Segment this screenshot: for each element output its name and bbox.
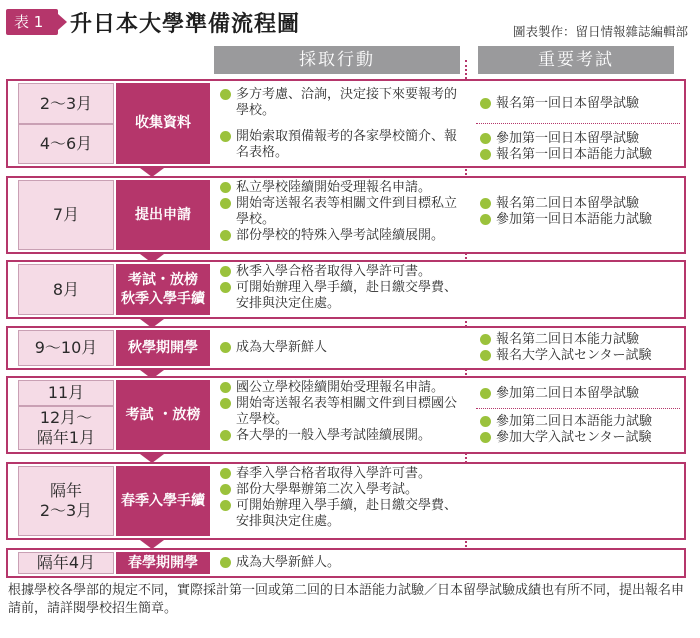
stage-label: 春學期開學	[116, 552, 210, 574]
bullet-icon	[480, 98, 491, 109]
timeline-row-spring-admission	[6, 462, 686, 540]
list-item: 可開始辦理入學手續，赴日繳交學費、安排與決定住處。	[218, 498, 468, 530]
bullet-icon	[480, 416, 491, 427]
action-list	[218, 555, 468, 571]
list-item: 報名第二回日本留學試驗	[478, 196, 688, 212]
bullet-icon	[220, 484, 231, 495]
stage-label: 提出申請	[116, 180, 210, 250]
action-list	[218, 180, 468, 244]
bullet-icon	[220, 182, 231, 193]
credit-line: 圖表製作：留日情報雜誌編輯部	[512, 24, 688, 39]
bullet-icon	[220, 230, 231, 241]
bullet-icon	[220, 89, 231, 100]
timeline-row-apply	[6, 176, 686, 254]
period-cell: 4〜6月	[18, 124, 114, 164]
bullet-icon	[480, 432, 491, 443]
list-item: 報名第一回日本語能力試驗	[478, 147, 688, 163]
footnote: 根據學校各學部的規定不同，實際採計第一回或第二回的日本語能力試驗／日本留學試驗成績也有所不同，提出報名申請前，請詳閱學校招生簡章。	[8, 583, 685, 616]
list-item: 多方考慮、洽詢，決定接下來要報考的學校。	[218, 87, 468, 119]
list-item: 開始寄送報名表等相關文件到目標國公立學校。	[218, 396, 468, 428]
period-cell: 隔年4月	[18, 552, 114, 574]
divider	[476, 123, 680, 124]
bullet-icon	[220, 266, 231, 277]
action-list	[218, 87, 468, 119]
list-item: 報名第一回日本留學試驗	[478, 96, 688, 112]
bullet-icon	[220, 557, 231, 568]
list-item: 參加第一回日本留學試驗	[478, 131, 688, 147]
period-cell: 8月	[18, 264, 114, 315]
exam-list	[478, 414, 688, 446]
list-item: 成為大學新鮮人。	[218, 555, 468, 571]
bullet-icon	[220, 430, 231, 441]
list-item: 參加大学入試センター試験	[478, 430, 688, 446]
bullet-icon	[480, 198, 491, 209]
list-item: 參加第二回日本語能力試驗	[478, 414, 688, 430]
period-cell: 9〜10月	[18, 330, 114, 366]
list-item: 部份學校的特殊入學考試陸續展開。	[218, 228, 468, 244]
list-item: 成為大學新鮮人	[218, 340, 468, 356]
stage-label: 考試・放榜 秋季入學手續	[116, 264, 210, 315]
list-item: 參加第一回日本語能力試驗	[478, 212, 688, 228]
bullet-icon	[480, 388, 491, 399]
list-item: 部份大學舉辦第二次入學考試。	[218, 482, 468, 498]
bullet-icon	[480, 350, 491, 361]
bullet-icon	[220, 500, 231, 511]
list-item: 秋季入學合格者取得入學許可書。	[218, 264, 468, 280]
list-item: 可開始辦理入學手續，赴日繳交學費、安排與決定住處。	[218, 280, 468, 312]
period-cell: 2〜3月	[18, 83, 114, 124]
bullet-icon	[220, 342, 231, 353]
exam-list	[478, 96, 688, 112]
stage-label: 春季入學手續	[116, 466, 210, 536]
divider	[476, 408, 680, 409]
period-cell: 7月	[18, 180, 114, 250]
list-item: 開始寄送報名表等相關文件到目標私立學校。	[218, 196, 468, 228]
action-list	[218, 466, 468, 530]
period-cell: 11月	[18, 380, 114, 406]
list-item: 私立學校陸續開始受理報名申請。	[218, 180, 468, 196]
period-cell: 12月〜 隔年1月	[18, 406, 114, 450]
list-item: 國公立學校陸續開始受理報名申請。	[218, 380, 468, 396]
stage-label: 考試 ・放榜	[116, 380, 210, 450]
timeline-row-autumn-start	[6, 326, 686, 370]
bullet-icon	[220, 282, 231, 293]
bullet-icon	[220, 198, 231, 209]
action-list	[218, 264, 468, 312]
column-header-actions: 採取行動	[214, 46, 460, 74]
action-list	[218, 129, 468, 161]
bullet-icon	[480, 133, 491, 144]
timeline-row-collect	[6, 79, 686, 168]
list-item: 報名大学入試センター試験	[478, 348, 688, 364]
bullet-icon	[220, 468, 231, 479]
timeline-row-exams	[6, 376, 686, 454]
bullet-icon	[480, 149, 491, 160]
list-item: 參加第二回日本留學試驗	[478, 386, 688, 402]
table-number-tag: 表 1	[6, 9, 58, 35]
timeline-row-autumn-admission	[6, 260, 686, 319]
timeline-row-spring-start	[6, 548, 686, 578]
period-cell: 隔年 2〜3月	[18, 466, 114, 536]
bullet-icon	[480, 334, 491, 345]
list-item: 春季入學合格者取得入學許可書。	[218, 466, 468, 482]
exam-list	[478, 196, 688, 228]
exam-list	[478, 131, 688, 163]
bullet-icon	[220, 131, 231, 142]
list-item: 報名第二回日本能力試驗	[478, 332, 688, 348]
bullet-icon	[220, 398, 231, 409]
column-header-exams: 重要考試	[478, 46, 674, 74]
exam-list	[478, 386, 688, 402]
bullet-icon	[480, 214, 491, 225]
action-list	[218, 380, 468, 444]
exam-list	[478, 332, 688, 364]
list-item: 各大學的一般入學考試陸續展開。	[218, 428, 468, 444]
stage-label: 收集資料	[116, 83, 210, 164]
list-item: 開始索取預備報考的各家學校簡介、報名表格。	[218, 129, 468, 161]
bullet-icon	[220, 382, 231, 393]
page-title: 升日本大學準備流程圖	[70, 12, 301, 37]
action-list	[218, 340, 468, 356]
stage-label: 秋學期開學	[116, 330, 210, 366]
